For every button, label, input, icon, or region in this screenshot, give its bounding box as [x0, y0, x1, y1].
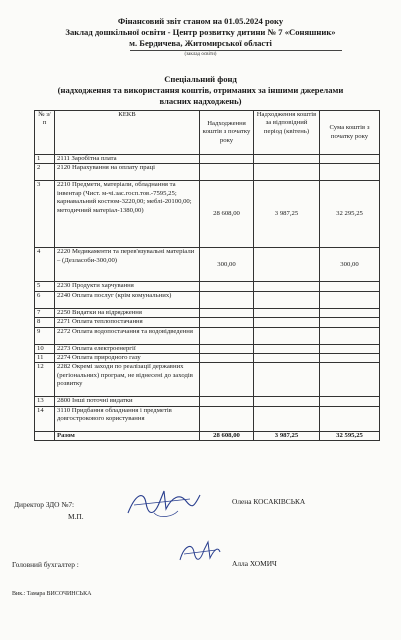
table-row — [35, 308, 380, 317]
row-sum — [320, 344, 380, 353]
table-row — [35, 248, 380, 282]
row-kekv: 3110 Придбання обладнання і предметів довгострокового користування — [55, 406, 200, 431]
kekv-table — [34, 110, 380, 441]
table-row — [35, 155, 380, 164]
row-sum: 300,00 — [320, 248, 380, 282]
header-divider — [130, 50, 342, 51]
row-number: 2 — [35, 164, 55, 181]
report-title: Фінансовий звіт станом на 01.05.2024 року — [117, 16, 284, 26]
row-sum — [320, 363, 380, 397]
col-header-kekv: КЕКВ — [55, 111, 200, 155]
table-row — [35, 164, 380, 181]
row-sum — [320, 318, 380, 327]
table-row — [35, 181, 380, 248]
row-number: 1 — [35, 155, 55, 164]
row-period — [254, 406, 320, 431]
table-body — [35, 155, 380, 441]
institution-caption: (заклад освіти) — [184, 52, 217, 57]
row-kekv: 2240 Оплата послуг (крім комунальних) — [55, 291, 200, 308]
row-sum — [320, 327, 380, 344]
row-number: 8 — [35, 318, 55, 327]
row-period — [254, 248, 320, 282]
institution-city: м. Бердичева, Житомирської області — [129, 38, 272, 48]
row-number: 5 — [35, 282, 55, 291]
row-start: 300,00 — [200, 248, 254, 282]
section-subtitle-cont: власних надходжень) — [159, 96, 242, 106]
row-start — [200, 282, 254, 291]
total-blank — [35, 431, 55, 440]
row-kekv: 2111 Заробітна плата — [55, 155, 200, 164]
table-row — [35, 363, 380, 397]
row-start — [200, 354, 254, 363]
table-total-row — [35, 431, 380, 440]
row-period — [254, 327, 320, 344]
table-header-row — [35, 111, 380, 155]
row-number: 11 — [35, 354, 55, 363]
row-start — [200, 397, 254, 406]
table-row — [35, 282, 380, 291]
col-header-start: Надходження коштів з початку року — [200, 111, 254, 155]
row-sum: 32 295,25 — [320, 181, 380, 248]
row-period — [254, 318, 320, 327]
col-header-num: № з/п — [35, 111, 55, 155]
table-row — [35, 318, 380, 327]
row-kekv: 2282 Окремі заходи по реалізації державних (регіональних) програм, не віднесені до заходів розвитку — [55, 363, 200, 397]
row-sum — [320, 291, 380, 308]
col-header-sum: Сума коштів з початку року — [320, 111, 380, 155]
row-number: 13 — [35, 397, 55, 406]
row-kekv: 2230 Продукти харчування — [55, 282, 200, 291]
row-period — [254, 291, 320, 308]
row-start — [200, 291, 254, 308]
row-sum — [320, 354, 380, 363]
row-sum — [320, 406, 380, 431]
row-number: 4 — [35, 248, 55, 282]
executor-note: Вик.: Тамара ВИСОЧИНСЬКА — [12, 591, 92, 597]
row-start — [200, 344, 254, 353]
table-row — [35, 291, 380, 308]
row-number: 7 — [35, 308, 55, 317]
row-number: 9 — [35, 327, 55, 344]
director-signature — [124, 483, 204, 523]
section-subtitle: (надходження та використання коштів, отриманих за іншими джерелами — [57, 85, 344, 95]
row-kekv: 2210 Предмети, матеріали, обладнання та інвентар (Чист. м-чі.зас.госп.тов.-7595,25; карнавальний костюм-3220,00; меблі-20100,00; методичний матеріал-1380,00) — [55, 181, 200, 248]
total-start: 28 608,00 — [200, 431, 254, 440]
row-period — [254, 344, 320, 353]
total-sum: 32 595,25 — [320, 431, 380, 440]
accountant-name: Алла ХОМИЧ — [232, 559, 277, 568]
row-start — [200, 308, 254, 317]
row-period — [254, 397, 320, 406]
row-start: 28 608,00 — [200, 181, 254, 248]
section-title: Спеціальний фонд — [164, 74, 237, 84]
row-start — [200, 327, 254, 344]
row-period — [254, 164, 320, 181]
row-sum — [320, 164, 380, 181]
row-start — [200, 363, 254, 397]
row-number: 10 — [35, 344, 55, 353]
table-row — [35, 344, 380, 353]
col-header-period: Надходження коштів за відповідний період (квітень) — [254, 111, 320, 155]
row-start — [200, 406, 254, 431]
row-sum — [320, 155, 380, 164]
total-label: Разом — [55, 431, 200, 440]
row-sum — [320, 282, 380, 291]
row-period — [254, 282, 320, 291]
row-kekv: 2272 Оплата водопостачання та водовідведення — [55, 327, 200, 344]
row-start — [200, 318, 254, 327]
director-name: Олена КОСАКІВСЬКА — [232, 497, 306, 506]
row-number: 14 — [35, 406, 55, 431]
row-kekv: 2274 Оплата природного газу — [55, 354, 200, 363]
row-number: 3 — [35, 181, 55, 248]
row-number: 6 — [35, 291, 55, 308]
director-label: Директор ЗДО №7: — [14, 500, 75, 509]
row-period — [254, 354, 320, 363]
table-row — [35, 397, 380, 406]
row-period — [254, 363, 320, 397]
total-period: 3 987,25 — [254, 431, 320, 440]
row-kekv: 2250 Видатки на відрядження — [55, 308, 200, 317]
row-start — [200, 155, 254, 164]
table-row — [35, 354, 380, 363]
row-period: 3 987,25 — [254, 181, 320, 248]
accountant-signature — [176, 538, 222, 566]
row-number: 12 — [35, 363, 55, 397]
row-sum — [320, 308, 380, 317]
row-start — [200, 164, 254, 181]
institution-name: Заклад дошкільної освіти - Центр розвитку дитини № 7 «Соняшник» — [65, 27, 336, 37]
row-period — [254, 308, 320, 317]
row-kekv: 2273 Оплата електроенергії — [55, 344, 200, 353]
accountant-label: Головний бухгалтер : — [12, 560, 79, 569]
stamp-label: М.П. — [68, 512, 84, 521]
table-row — [35, 327, 380, 344]
row-period — [254, 155, 320, 164]
row-sum — [320, 397, 380, 406]
row-kekv: 2800 Інші поточні видатки — [55, 397, 200, 406]
row-kekv: 2220 Медикаменти та перев'язувальні матеріали – (Дезласоби-300,00) — [55, 248, 200, 282]
row-kekv: 2120 Нарахування на оплату праці — [55, 164, 200, 181]
row-kekv: 2271 Оплата теплопостачання — [55, 318, 200, 327]
table-row — [35, 406, 380, 431]
